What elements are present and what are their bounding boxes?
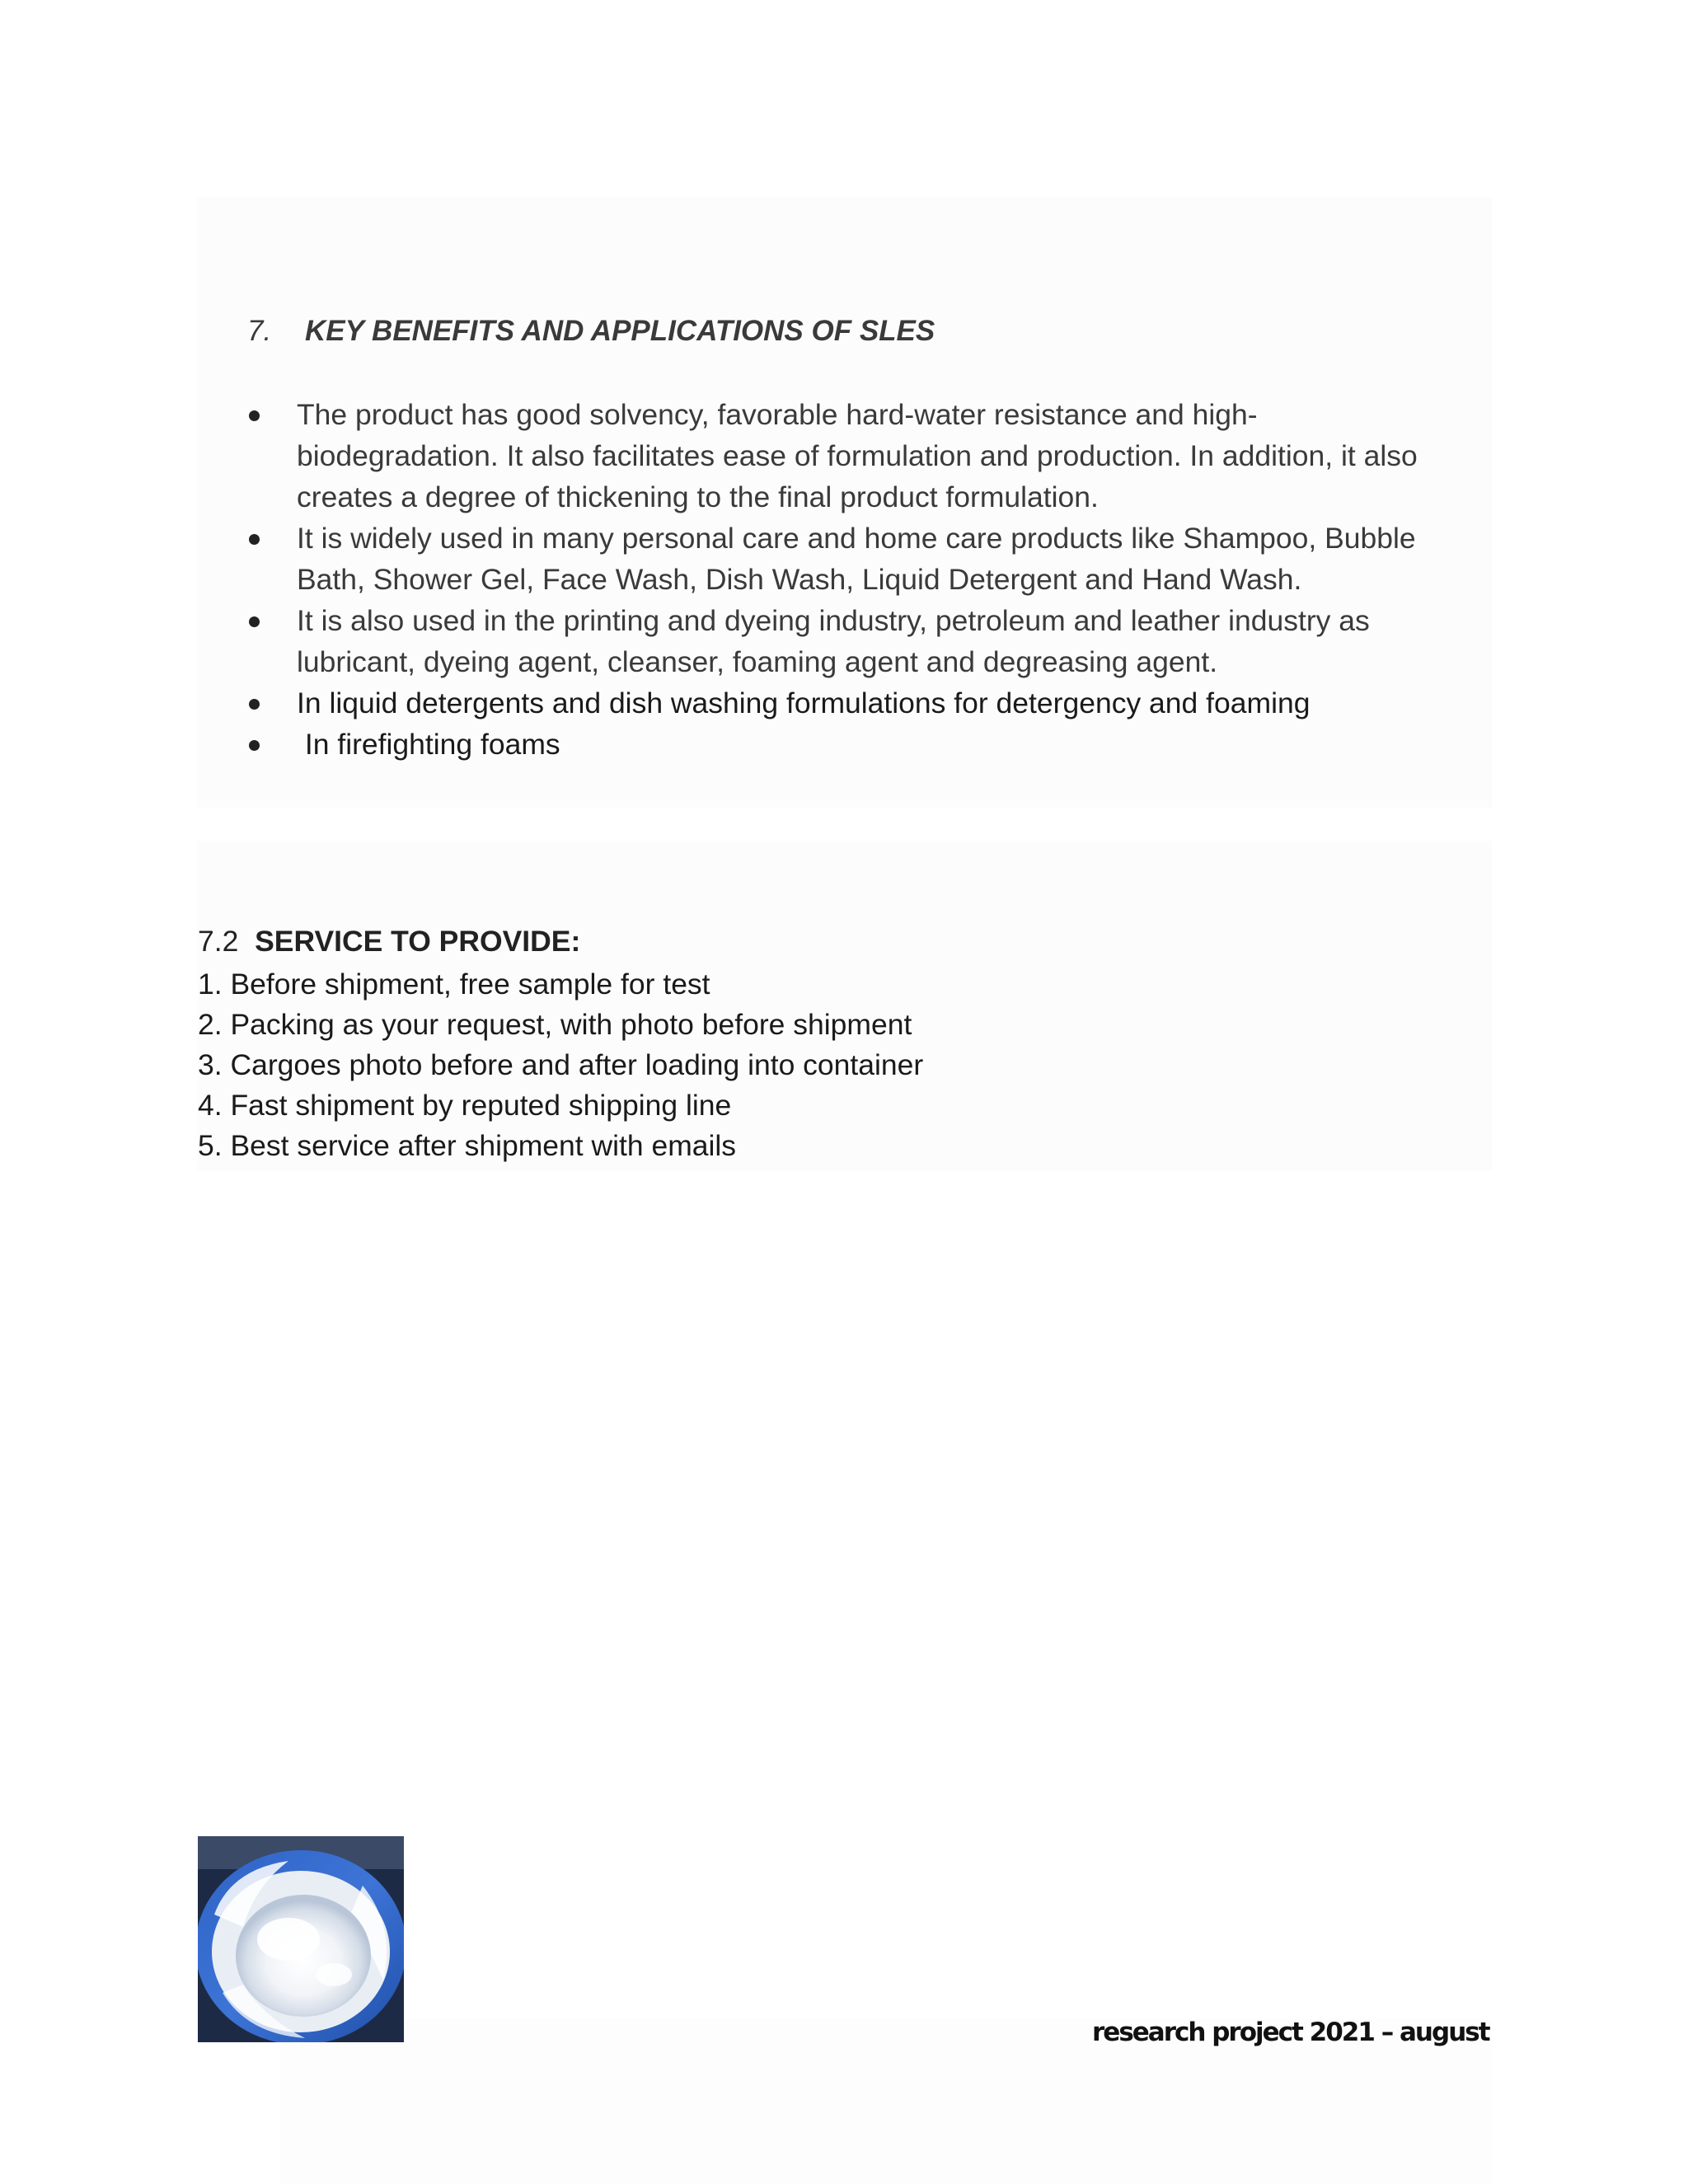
service-item: 5. Best service after shipment with emails [198, 1129, 737, 1162]
section-heading [247, 315, 935, 348]
bullet-line: In firefighting foams [297, 728, 560, 761]
bullet-icon [249, 410, 260, 421]
bullet-line: It is also used in the printing and dyeing industry, petroleum and leather industry as [297, 604, 1370, 637]
service-item: 1. Before shipment, free sample for test [198, 968, 710, 1001]
list-item [247, 600, 1500, 682]
benefits-list [247, 394, 1500, 765]
list-item [247, 394, 1500, 518]
service-item: 2. Packing as your request, with photo before shipment [198, 1008, 912, 1041]
bullet-icon [249, 699, 260, 710]
bullet-line: biodegradation. It also facilitates ease of formulation and production. In addition, it also [297, 439, 1418, 472]
service-item: 3. Cargoes photo before and after loading into container [198, 1048, 924, 1081]
bullet-icon [249, 616, 260, 627]
service-heading [198, 925, 580, 958]
list-item [247, 724, 1500, 765]
product-photo [198, 1836, 404, 2042]
section-title: KEY BENEFITS AND APPLICATIONS OF SLES [305, 315, 935, 347]
bullet-line: In liquid detergents and dish washing formulations for detergency and foaming [297, 687, 1311, 719]
service-number: 7.2 [198, 925, 239, 958]
footer-text: research project 2021 – august [1092, 2018, 1489, 2047]
bullet-line: Bath, Shower Gel, Face Wash, Dish Wash, Liquid Detergent and Hand Wash. [297, 563, 1302, 596]
bullet-icon [249, 740, 260, 751]
bullet-line: lubricant, dyeing agent, cleanser, foaming agent and degreasing agent. [297, 645, 1218, 678]
list-item [247, 682, 1500, 724]
bullet-line: The product has good solvency, favorable hard-water resistance and high- [297, 398, 1258, 431]
service-item: 4. Fast shipment by reputed shipping line [198, 1089, 732, 1122]
service-list [198, 964, 923, 1166]
section-number: 7. [247, 315, 272, 347]
bullet-line: creates a degree of thickening to the final product formulation. [297, 480, 1099, 513]
list-item [247, 518, 1500, 600]
bullet-icon [249, 534, 260, 545]
bullet-line: It is widely used in many personal care and home care products like Shampoo, Bubble [297, 522, 1416, 555]
service-title: SERVICE TO PROVIDE: [255, 925, 581, 958]
sles-paste-in-blue-drum-photo-icon [198, 1836, 404, 2042]
